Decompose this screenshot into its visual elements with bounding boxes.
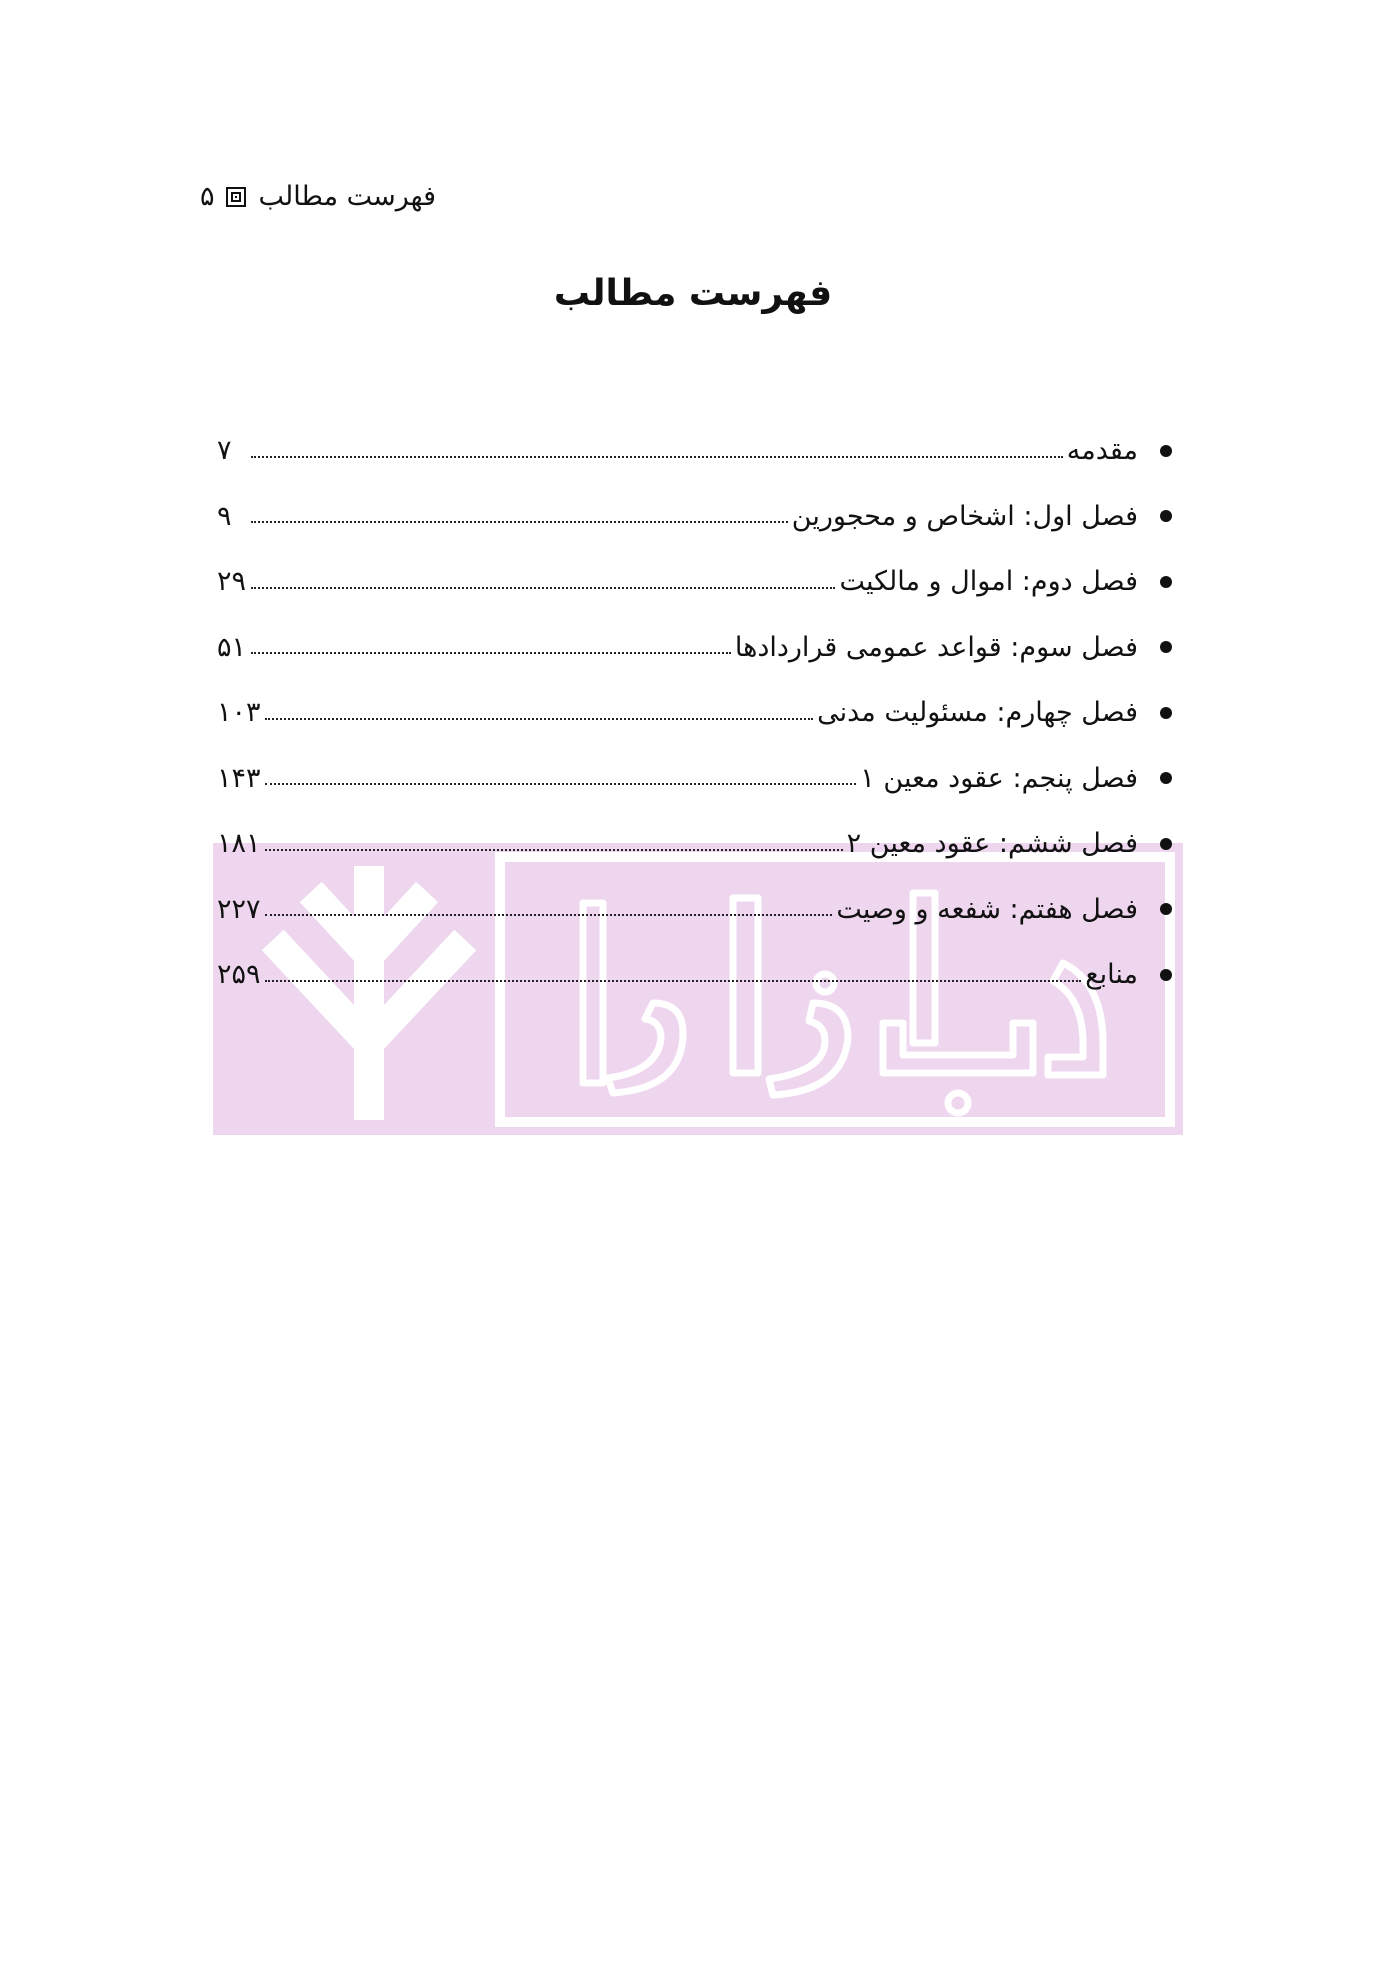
bullet-icon	[1160, 510, 1172, 522]
toc-item-page: ۱۸۱	[217, 828, 261, 860]
bullet-icon	[1160, 576, 1172, 588]
toc-dot-leader	[251, 456, 1063, 458]
toc-item[interactable]	[217, 549, 1172, 615]
bullet-icon	[1160, 707, 1172, 719]
toc-item[interactable]	[217, 615, 1172, 681]
square-ornament-icon	[226, 187, 246, 207]
toc-dot-leader	[251, 652, 731, 654]
bullet-icon	[1160, 445, 1172, 457]
bullet-icon	[1160, 903, 1172, 915]
toc-item[interactable]	[217, 942, 1172, 1008]
toc-dot-leader	[251, 587, 835, 589]
running-header	[200, 183, 436, 210]
bullet-icon	[1160, 838, 1172, 850]
toc-item-page: ۱۰۳	[217, 697, 261, 729]
toc-item-title: فصل ششم: عقود معین ۲	[846, 828, 1138, 860]
toc-item[interactable]	[217, 418, 1172, 484]
toc-item-title: فصل پنجم: عقود معین ۱	[860, 762, 1138, 794]
toc-item-title: فصل اول: اشخاص و محجورین	[791, 500, 1138, 532]
toc-item[interactable]	[217, 811, 1172, 877]
toc-item-page: ۱۴۳	[217, 762, 261, 794]
toc-dot-leader	[265, 849, 843, 851]
toc-item-page: ۲۹	[217, 566, 247, 598]
toc-dot-leader	[265, 980, 1082, 982]
toc-item[interactable]	[217, 877, 1172, 943]
toc-item-page: ۲۵۹	[217, 959, 261, 991]
toc-item[interactable]	[217, 484, 1172, 550]
table-of-contents	[217, 418, 1172, 1008]
toc-item-page: ۵۱	[217, 631, 247, 663]
toc-item-title: فصل سوم: قواعد عمومی قراردادها	[734, 631, 1138, 663]
bullet-icon	[1160, 641, 1172, 653]
toc-item[interactable]	[217, 680, 1172, 746]
page-title: فهرست مطالب	[553, 273, 833, 314]
toc-item-title: فصل هفتم: شفعه و وصیت	[836, 893, 1138, 925]
toc-item-page: ۲۲۷	[217, 893, 261, 925]
toc-item-page: ۹	[217, 500, 232, 532]
toc-item-title: فصل دوم: اموال و مالکیت	[839, 566, 1138, 598]
toc-dot-leader	[265, 914, 833, 916]
running-header-title: فهرست مطالب	[258, 181, 436, 212]
toc-dot-leader	[265, 783, 857, 785]
toc-dot-leader	[251, 521, 788, 523]
toc-dot-leader	[265, 718, 814, 720]
bullet-icon	[1160, 772, 1172, 784]
bullet-icon	[1160, 969, 1172, 981]
toc-item[interactable]	[217, 746, 1172, 812]
toc-item-title: منابع	[1085, 959, 1138, 991]
running-header-page-number: ۵	[199, 181, 215, 212]
toc-item-page: ۷	[217, 435, 232, 467]
toc-item-title: فصل چهارم: مسئولیت مدنی	[817, 697, 1138, 729]
toc-item-title: مقدمه	[1066, 435, 1138, 467]
